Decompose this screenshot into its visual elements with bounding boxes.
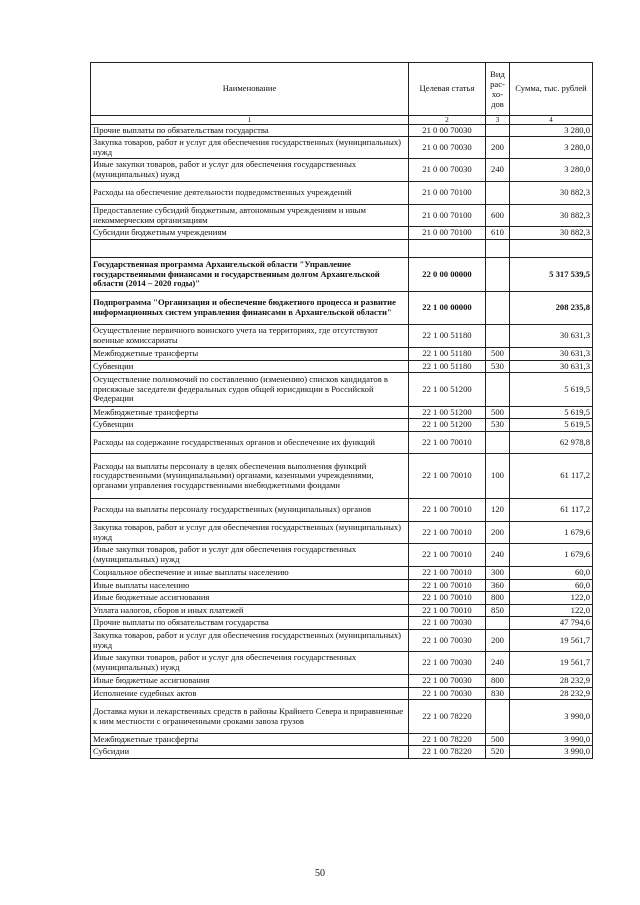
row-sum-cell: 19 561,7 (510, 652, 593, 675)
row-name-cell: Доставка муки и лекарственных средств в районы Крайнего Севера и приравненные к ним местности с ограниченными сроками завоза грузов (91, 700, 409, 734)
row-kind-cell: 520 (486, 746, 510, 759)
table-row (91, 292, 593, 325)
row-kind-cell: 530 (486, 419, 510, 432)
row-sum-cell: 3 280,0 (510, 159, 593, 182)
row-code-cell: 22 1 00 70010 (409, 544, 486, 567)
table-row (91, 373, 593, 407)
table-row (91, 240, 593, 258)
row-sum-cell: 62 978,8 (510, 432, 593, 454)
row-sum-cell: 1 679,6 (510, 522, 593, 544)
row-sum-cell: 19 561,7 (510, 630, 593, 652)
row-code-cell: 22 1 00 70010 (409, 605, 486, 617)
table-row (91, 205, 593, 227)
row-name-cell: Прочие выплаты по обязательствам государства (91, 125, 409, 137)
row-sum-cell: 30 882,3 (510, 227, 593, 240)
row-kind-cell: 240 (486, 652, 510, 675)
row-kind-cell: 850 (486, 605, 510, 617)
table-row (91, 325, 593, 348)
row-kind-cell (486, 617, 510, 630)
row-name-cell: Осуществление полномочий по составлению (изменению) списков кандидатов в присяжные заседатели федеральных судов общей юрисдикции в Российской Федерации (91, 373, 409, 407)
table-row (91, 454, 593, 499)
row-name-cell: Расходы на выплаты персоналу государственных (муниципальных) органов (91, 499, 409, 522)
table-row (91, 734, 593, 746)
row-sum-cell: 5 317 539,5 (510, 258, 593, 292)
header-name: Наименование (91, 63, 409, 116)
row-kind-cell: 800 (486, 675, 510, 688)
column-numbers-row (91, 116, 593, 125)
table-row (91, 652, 593, 675)
row-name-cell: Осуществление первичного воинского учета на территориях, где отсутствуют военные комиссариаты (91, 325, 409, 348)
column-number: 2 (409, 116, 486, 125)
table-row (91, 159, 593, 182)
row-name-cell: Иные закупки товаров, работ и услуг для обеспечения государственных (муниципальных) нужд (91, 159, 409, 182)
row-sum-cell: 30 882,3 (510, 182, 593, 205)
table-row (91, 630, 593, 652)
row-code-cell: 21 0 00 70030 (409, 159, 486, 182)
table-row (91, 182, 593, 205)
row-kind-cell: 120 (486, 499, 510, 522)
row-sum-cell: 60,0 (510, 567, 593, 580)
row-code-cell: 22 1 00 70010 (409, 432, 486, 454)
row-name-cell: Прочие выплаты по обязательствам государства (91, 617, 409, 630)
table-row (91, 432, 593, 454)
row-name-cell (91, 240, 409, 258)
table-row (91, 419, 593, 432)
row-sum-cell: 5 619,5 (510, 373, 593, 407)
row-code-cell: 22 0 00 00000 (409, 258, 486, 292)
row-code-cell: 22 1 00 51180 (409, 325, 486, 348)
row-code-cell: 22 1 00 70010 (409, 454, 486, 499)
row-sum-cell: 122,0 (510, 605, 593, 617)
row-code-cell: 21 0 00 70100 (409, 205, 486, 227)
table-row (91, 348, 593, 361)
table-row (91, 227, 593, 240)
table-row (91, 592, 593, 605)
row-sum-cell: 1 679,6 (510, 544, 593, 567)
row-kind-cell: 600 (486, 205, 510, 227)
row-sum-cell: 61 117,2 (510, 499, 593, 522)
table-row (91, 605, 593, 617)
row-code-cell: 22 1 00 78220 (409, 734, 486, 746)
row-name-cell: Иные выплаты населению (91, 580, 409, 592)
row-code-cell: 22 1 00 70010 (409, 592, 486, 605)
row-sum-cell: 47 794,6 (510, 617, 593, 630)
row-kind-cell: 240 (486, 159, 510, 182)
table-row (91, 137, 593, 159)
header-kind: Вид рас-хо-дов (486, 63, 510, 116)
budget-document (90, 62, 592, 759)
row-code-cell: 22 1 00 51180 (409, 348, 486, 361)
row-code-cell: 21 0 00 70100 (409, 182, 486, 205)
row-code-cell: 22 1 00 70010 (409, 580, 486, 592)
row-name-cell: Социальное обеспечение и иные выплаты населению (91, 567, 409, 580)
row-kind-cell: 240 (486, 544, 510, 567)
row-code-cell: 22 1 00 51180 (409, 361, 486, 373)
row-name-cell: Закупка товаров, работ и услуг для обеспечения государственных (муниципальных) нужд (91, 137, 409, 159)
row-name-cell: Закупка товаров, работ и услуг для обеспечения государственных (муниципальных) нужд (91, 522, 409, 544)
table-row (91, 746, 593, 759)
row-name-cell: Предоставление субсидий бюджетным, автономным учреждениям и иным некоммерческим организациям (91, 205, 409, 227)
row-code-cell: 22 1 00 78220 (409, 746, 486, 759)
row-code-cell: 22 1 00 70010 (409, 567, 486, 580)
column-number: 1 (91, 116, 409, 125)
table-row (91, 688, 593, 700)
row-name-cell: Субсидии (91, 746, 409, 759)
table-row (91, 361, 593, 373)
row-sum-cell: 60,0 (510, 580, 593, 592)
row-name-cell: Субвенции (91, 361, 409, 373)
row-sum-cell: 30 882,3 (510, 205, 593, 227)
row-kind-cell: 300 (486, 567, 510, 580)
row-name-cell: Уплата налогов, сборов и иных платежей (91, 605, 409, 617)
row-name-cell: Субвенции (91, 419, 409, 432)
row-kind-cell (486, 700, 510, 734)
row-kind-cell (486, 325, 510, 348)
row-code-cell: 22 1 00 00000 (409, 292, 486, 325)
row-name-cell: Иные закупки товаров, работ и услуг для обеспечения государственных (муниципальных) нужд (91, 652, 409, 675)
row-sum-cell: 3 990,0 (510, 746, 593, 759)
row-name-cell: Иные закупки товаров, работ и услуг для обеспечения государственных (муниципальных) нужд (91, 544, 409, 567)
row-kind-cell (486, 125, 510, 137)
row-kind-cell: 360 (486, 580, 510, 592)
row-code-cell: 22 1 00 51200 (409, 419, 486, 432)
row-kind-cell: 200 (486, 137, 510, 159)
row-sum-cell: 30 631,3 (510, 361, 593, 373)
row-sum-cell: 122,0 (510, 592, 593, 605)
row-name-cell: Межбюджетные трансферты (91, 407, 409, 419)
row-code-cell: 22 1 00 70030 (409, 688, 486, 700)
row-name-cell: Закупка товаров, работ и услуг для обеспечения государственных (муниципальных) нужд (91, 630, 409, 652)
table-row (91, 258, 593, 292)
row-code-cell: 22 1 00 70010 (409, 522, 486, 544)
row-kind-cell: 200 (486, 522, 510, 544)
table-row (91, 522, 593, 544)
row-code-cell: 22 1 00 70030 (409, 617, 486, 630)
row-name-cell: Расходы на обеспечение деятельности подведомственных учреждений (91, 182, 409, 205)
table-header-row (91, 63, 593, 116)
row-name-cell: Иные бюджетные ассигнования (91, 675, 409, 688)
row-name-cell: Межбюджетные трансферты (91, 734, 409, 746)
table-row (91, 544, 593, 567)
row-kind-cell: 610 (486, 227, 510, 240)
row-name-cell: Расходы на содержание государственных органов и обеспечение их функций (91, 432, 409, 454)
row-code-cell: 21 0 00 70100 (409, 227, 486, 240)
budget-table (90, 62, 593, 759)
row-sum-cell: 3 280,0 (510, 125, 593, 137)
table-row (91, 567, 593, 580)
row-code-cell: 21 0 00 70030 (409, 137, 486, 159)
table-row (91, 617, 593, 630)
header-code: Целевая статья (409, 63, 486, 116)
row-code-cell: 22 1 00 70010 (409, 499, 486, 522)
header-sum: Сумма, тыс. рублей (510, 63, 593, 116)
table-row (91, 580, 593, 592)
row-name-cell: Субсидии бюджетным учреждениям (91, 227, 409, 240)
row-code-cell: 22 1 00 78220 (409, 700, 486, 734)
row-code-cell (409, 240, 486, 258)
row-kind-cell (486, 182, 510, 205)
row-sum-cell (510, 240, 593, 258)
table-row (91, 700, 593, 734)
row-kind-cell (486, 258, 510, 292)
row-kind-cell (486, 432, 510, 454)
row-code-cell: 22 1 00 70030 (409, 675, 486, 688)
row-kind-cell: 500 (486, 407, 510, 419)
row-kind-cell: 800 (486, 592, 510, 605)
row-name-cell: Расходы на выплаты персоналу в целях обеспечения выполнения функций государственными (муниципальными) органами, казенными учреждениями, органами управления государственными внебюджетными фондами (91, 454, 409, 499)
row-kind-cell: 530 (486, 361, 510, 373)
column-number: 4 (510, 116, 593, 125)
row-sum-cell: 28 232,9 (510, 688, 593, 700)
table-row (91, 125, 593, 137)
table-row (91, 675, 593, 688)
row-kind-cell (486, 373, 510, 407)
row-code-cell: 22 1 00 51200 (409, 373, 486, 407)
row-sum-cell: 30 631,3 (510, 348, 593, 361)
row-name-cell: Государственная программа Архангельской области "Управление государственными финансами и государственным долгом Архангельской области (2014 – 2020 годы)" (91, 258, 409, 292)
row-sum-cell: 3 280,0 (510, 137, 593, 159)
page-number: 50 (315, 868, 325, 879)
row-code-cell: 22 1 00 51200 (409, 407, 486, 419)
row-sum-cell: 5 619,5 (510, 407, 593, 419)
row-kind-cell: 500 (486, 348, 510, 361)
row-name-cell: Иные бюджетные ассигнования (91, 592, 409, 605)
row-kind-cell: 830 (486, 688, 510, 700)
row-code-cell: 22 1 00 70030 (409, 652, 486, 675)
row-name-cell: Подпрограмма "Организация и обеспечение бюджетного процесса и развитие информационных систем управления финансами в Архангельской области" (91, 292, 409, 325)
row-code-cell: 21 0 00 70030 (409, 125, 486, 137)
row-kind-cell (486, 240, 510, 258)
row-kind-cell (486, 292, 510, 325)
column-number: 3 (486, 116, 510, 125)
row-sum-cell: 3 990,0 (510, 700, 593, 734)
row-sum-cell: 3 990,0 (510, 734, 593, 746)
row-sum-cell: 61 117,2 (510, 454, 593, 499)
row-sum-cell: 28 232,9 (510, 675, 593, 688)
table-row (91, 499, 593, 522)
row-sum-cell: 5 619,5 (510, 419, 593, 432)
row-sum-cell: 30 631,3 (510, 325, 593, 348)
table-body (91, 125, 593, 759)
row-kind-cell: 100 (486, 454, 510, 499)
row-sum-cell: 208 235,8 (510, 292, 593, 325)
row-name-cell: Межбюджетные трансферты (91, 348, 409, 361)
row-kind-cell: 200 (486, 630, 510, 652)
table-row (91, 407, 593, 419)
row-name-cell: Исполнение судебных актов (91, 688, 409, 700)
row-code-cell: 22 1 00 70030 (409, 630, 486, 652)
row-kind-cell: 500 (486, 734, 510, 746)
